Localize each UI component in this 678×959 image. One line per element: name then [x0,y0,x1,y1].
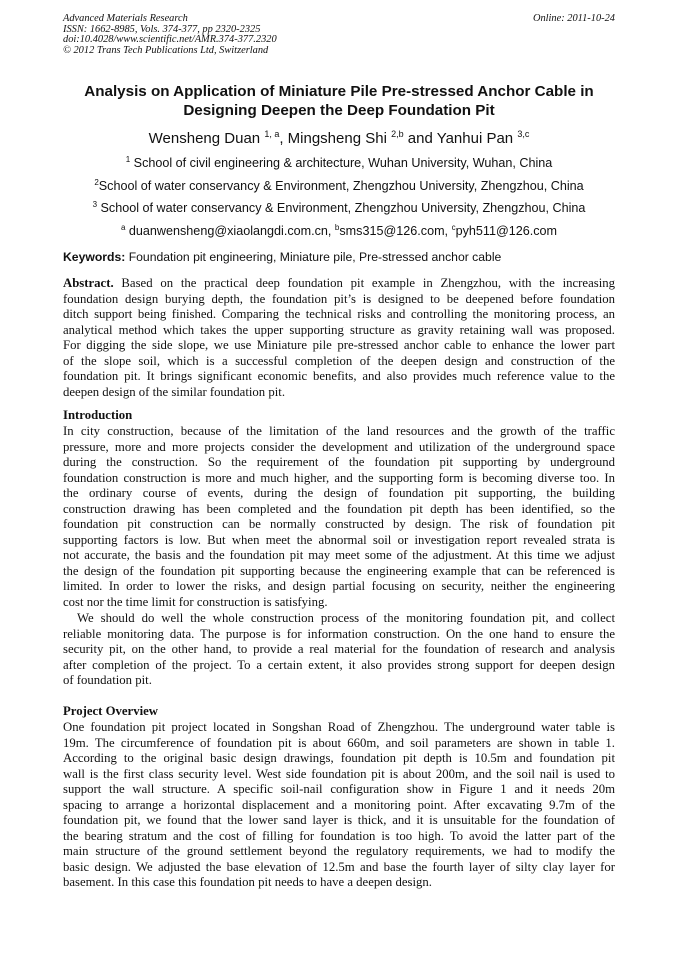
author-sup: 1, a [264,129,280,139]
body-line: One foundation pit project located in Songshan Road of Zhengzhou. The underground water table is [63,720,615,734]
body-line: wall is the first class security level. West side foundation pit is about 200m, and the soil nail is used to [63,766,615,781]
affiliation-sup: 3 [92,200,98,209]
email-link[interactable]: sms315@126.com, [339,224,452,238]
body-line: not accurate, the basis and the foundation pit may meet some of the adjustment. At this time we adjust [63,548,615,563]
abstract-line: ditch support being finished. Comparing the technical risks and controlling the monitoring process, an [63,307,615,322]
body-line: construction drawing has been completed and the foundation pit depth has been identified, so the [63,501,615,516]
body-line: limited. In order to lower the risks, and design partial focusing on security, neither the engineering [63,579,615,594]
abstract-line [63,276,615,292]
abstract-text: Based on the practical deep foundation pit example in Zhengzhou, with the increasing [113,276,615,290]
abstract-line: For digging the side slope, we use Miniature pile pre-stressed anchor cable to enhance the lower part [63,338,615,353]
project-overview-paragraph [63,720,615,891]
affiliation-1 [63,155,615,171]
title-line-2: Designing Deepen the Deep Foundation Pit [183,102,495,119]
keywords [63,250,615,265]
email-sup: c [451,223,456,232]
title-line-1: Analysis on Application of Miniature Pile Pre-stressed Anchor Cable in [84,83,594,100]
abstract-label: Abstract. [63,276,114,290]
body-line: foundation construction is more and much higher, and the supporting form is becoming diverse too. In [63,470,615,485]
introduction-paragraph-2 [63,611,615,689]
body-line: security pit, on the other hand, to provide a real material for the foundation of research and analysis [63,642,615,657]
journal-header [63,14,615,56]
affiliation-sup: 2 [94,178,99,187]
abstract-line: analytical method which takes the upper supporting structure as gravity retaining wall was proposed. [63,322,615,337]
paper-title [63,82,615,120]
body-line: supporting factors is low. But when meet the abnormal soil or investigation report revealed strata is [63,532,615,547]
abstract-line: deepen design of the similar foundation pit. [63,384,286,399]
journal-issn: ISSN: 1662-8985, Vols. 374-377, pp 2320-2325 [63,23,261,35]
body-line: during the construction. So the requirement of the foundation pit supporting by underground [63,455,615,470]
body-line: reliable monitoring data. The purpose is for information construction. On the one hand to ensure the [63,626,615,641]
body-line: support the wall structure. A specific soil-nail configuration show in Figure 1 and it needs 20m [63,782,615,797]
affiliation-text: School of water conservancy & Environment, Zhengzhou University, Zhengzhou, China [98,179,584,193]
body-line: spacing to arrange a horizontal displacement and a monitoring point. After excavating 9.7m of the [63,797,615,812]
section-heading-project-overview: Project Overview [63,704,158,718]
author-emails [63,223,615,239]
body-line: the bearing stratum and the cost of filling for foundation is too high. To avoid the latter part of the [63,828,615,843]
author-sup: 2,b [391,129,404,139]
email-link[interactable]: pyh511@126.com [455,224,558,238]
body-line: after completion of the project. To a certain extent, it also provides strong support for deepen design [63,657,615,672]
author-name: Mingsheng Shi [287,130,387,147]
journal-copyright: © 2012 Trans Tech Publications Ltd, Switzerland [63,44,269,56]
body-line: We should do well the whole construction process of the monitoring foundation pit, and collect [77,611,615,625]
body-line: 19m. The circumference of foundation pit is about 660m, and soil parameters are shown in table 1. [63,735,615,750]
body-line: basic design. We adjusted the base elevation of 12.5m and base the fourth layer of silty clay layer for [63,859,615,874]
author-list [63,130,615,148]
online-date: Online: 2011-10-24 [532,13,615,24]
body-line: cost nor the time limit for construction is satisfying. [63,595,328,610]
body-line: In city construction, because of the limitation of the land resources and the growth of the traffic [63,424,615,438]
affiliation-text: School of water conservancy & Environment, Zhengzhou University, Zhengzhou, China [97,201,586,215]
abstract-line: of the slope soil, which is a successful completion of the deepen design and construction of the [63,353,615,368]
affiliation-3 [63,200,615,216]
abstract-line: foundation pit. It brings significant economic benefits, and also provides much reference value to the [63,369,615,384]
affiliation-2 [63,178,615,194]
email-link[interactable]: duanwensheng@xiaolangdi.com.cn, [125,224,335,238]
body-line: of foundation pit. [63,673,152,688]
body-line: the design of the foundation pit supporting because the engineering example that can be referenced is [63,563,615,578]
email-sup: b [334,223,340,232]
introduction-paragraph-1 [63,424,615,611]
abstract-line: foundation design burying depth, the foundation pit’s is designed to be deepened before foundation [63,291,615,306]
keywords-text: Foundation pit engineering, Miniature pile, Pre-stressed anchor cable [125,250,502,264]
journal-name: Advanced Materials Research [63,13,188,24]
body-line: foundation pit construction can be normally constructed by design. The risk of foundation pit [63,517,615,532]
body-line: According to the original basic design drawings, foundation pit depth is 10.5m and foundation pit [63,751,615,766]
body-line: foundation pit, we found that the lower sand layer is thick, and it is unsuitable for the foundation of [63,813,615,828]
author-name: Wensheng Duan [148,130,261,147]
body-line: pressure, more and more projects consider the development and utilization of the underground space [63,439,615,454]
affiliation-sup: 1 [125,155,131,164]
keywords-label: Keywords: [63,250,126,264]
journal-doi: doi:10.4028/www.scientific.net/AMR.374-377.2320 [63,34,277,46]
section-heading-introduction: Introduction [63,408,133,422]
body-line: the ordinary course of events, during the design of foundation pit supporting, the building [63,486,615,501]
body-line: main structure of the ground settlement beyond the regulatory requirements, we had to modify the [63,844,615,859]
author-sep: , [279,130,288,147]
body-line: basement. In this case this foundation pit needs to have a deepen design. [63,875,432,890]
email-sup: a [120,223,126,232]
abstract [63,276,615,400]
author-sup: 3,c [517,129,530,139]
author-name: Yanhui Pan [436,130,514,147]
affiliation-text: School of civil engineering & architecture, Wuhan University, Wuhan, China [130,156,553,170]
author-sep: and [403,130,437,147]
